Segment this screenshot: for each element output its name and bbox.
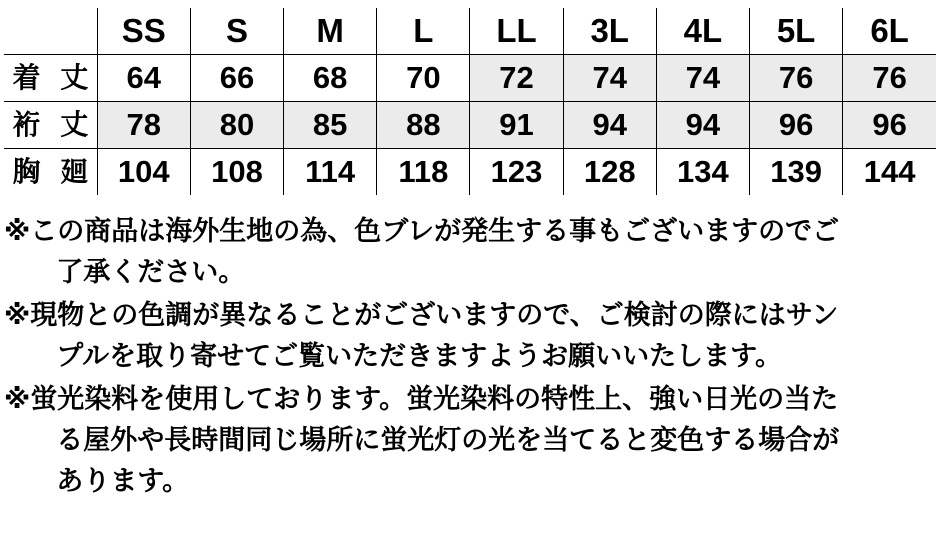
- note-mark-icon: ※: [4, 216, 31, 246]
- cell-munemawari-3l: 128: [563, 149, 656, 196]
- row-label-kitake: 着 丈: [4, 55, 97, 102]
- cell-munemawari-s: 108: [190, 149, 283, 196]
- column-header-4l: 4L: [656, 8, 749, 55]
- cell-yukitake-s: 80: [190, 102, 283, 149]
- note-line: 了承ください。: [56, 257, 246, 287]
- cell-yukitake-5l: 96: [750, 102, 843, 149]
- column-header-6l: 6L: [843, 8, 936, 55]
- cell-kitake-5l: 76: [750, 55, 843, 102]
- row-label-munemawari: 胸 廻: [4, 149, 97, 196]
- cell-munemawari-ll: 123: [470, 149, 563, 196]
- note-line: あります。: [56, 466, 190, 496]
- column-header-5l: 5L: [750, 8, 843, 55]
- column-header-ll: LL: [470, 8, 563, 55]
- cell-yukitake-l: 88: [377, 102, 470, 149]
- note-mark-icon: ※: [4, 300, 31, 330]
- cell-munemawari-6l: 144: [843, 149, 936, 196]
- cell-kitake-3l: 74: [563, 55, 656, 102]
- cell-kitake-ss: 64: [97, 55, 190, 102]
- size-table-container: [0, 0, 940, 195]
- column-header-3l: 3L: [563, 8, 656, 55]
- cell-yukitake-ll: 91: [470, 102, 563, 149]
- cell-kitake-m: 68: [284, 55, 377, 102]
- note-line: この商品は海外生地の為、色ブレが発生する事もございますのでご: [30, 216, 840, 246]
- cell-munemawari-l: 118: [377, 149, 470, 196]
- note-text: [30, 379, 936, 502]
- row-label-yukitake: 裄 丈: [4, 102, 97, 149]
- note-line: 蛍光染料を使用しております。蛍光染料の特性上、強い日光の当た: [30, 384, 839, 414]
- cell-kitake-ll: 72: [470, 55, 563, 102]
- column-header-m: M: [284, 8, 377, 55]
- cell-munemawari-m: 114: [284, 149, 377, 196]
- note-mark-icon: ※: [4, 384, 31, 414]
- table-row: [4, 149, 936, 196]
- cell-munemawari-5l: 139: [750, 149, 843, 196]
- table-header-row: [4, 8, 936, 55]
- size-table: [4, 8, 936, 195]
- note-item: [4, 211, 936, 293]
- note-line: プルを取り寄せてご覧いただきますようお願いいたします。: [56, 341, 783, 371]
- cell-yukitake-4l: 94: [656, 102, 749, 149]
- cell-kitake-s: 66: [190, 55, 283, 102]
- note-text: [30, 211, 936, 293]
- cell-yukitake-ss: 78: [97, 102, 190, 149]
- note-line: 現物との色調が異なることがございますので、ご検討の際にはサン: [30, 300, 839, 330]
- note-text: [30, 295, 936, 377]
- cell-kitake-4l: 74: [656, 55, 749, 102]
- notes-section: [4, 211, 936, 502]
- cell-yukitake-3l: 94: [563, 102, 656, 149]
- cell-kitake-6l: 76: [843, 55, 936, 102]
- column-header-s: S: [190, 8, 283, 55]
- cell-kitake-l: 70: [377, 55, 470, 102]
- table-corner-cell: [4, 8, 97, 55]
- cell-yukitake-6l: 96: [843, 102, 936, 149]
- column-header-ss: SS: [97, 8, 190, 55]
- cell-munemawari-ss: 104: [97, 149, 190, 196]
- cell-munemawari-4l: 134: [656, 149, 749, 196]
- table-row: [4, 102, 936, 149]
- table-row: [4, 55, 936, 102]
- note-line: る屋外や長時間同じ場所に蛍光灯の光を当てると変色する場合が: [56, 425, 840, 455]
- cell-yukitake-m: 85: [284, 102, 377, 149]
- note-item: [4, 295, 936, 377]
- note-item: [4, 379, 936, 502]
- column-header-l: L: [377, 8, 470, 55]
